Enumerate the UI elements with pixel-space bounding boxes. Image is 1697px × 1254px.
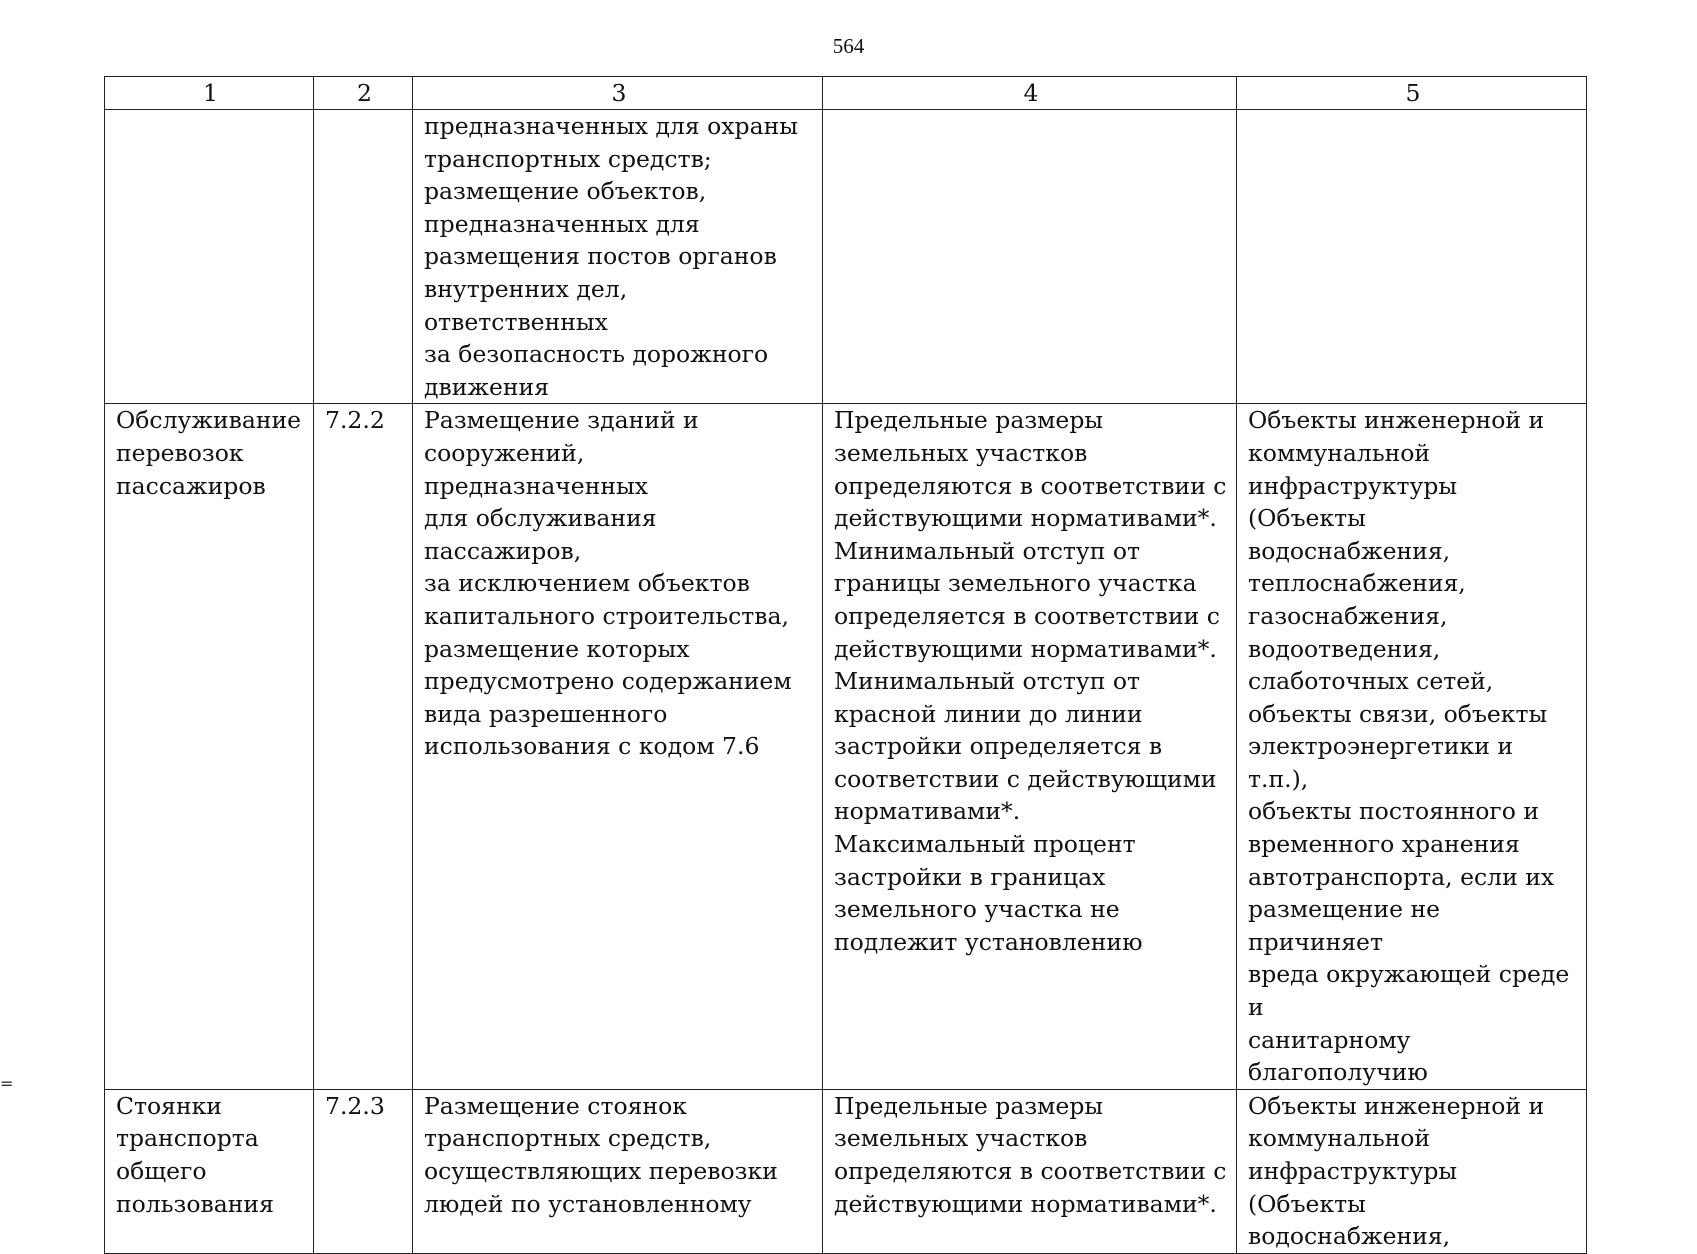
cell-code: 7.2.2 [314, 404, 413, 1089]
table-header-row [105, 77, 1587, 110]
cell-auxiliary-uses [1237, 110, 1587, 404]
cell-use-name: Стоянки транспорта общего пользования [105, 1089, 314, 1253]
regulations-table [104, 76, 1587, 1254]
margin-mark: = [0, 1074, 14, 1093]
header-col-1: 1 [105, 77, 314, 110]
table-row [105, 110, 1587, 404]
cell-auxiliary-uses: Объекты инженерной и коммунальной инфраструктуры (Объекты водоснабжения, теплоснабжения, газоснабжения, водоотведения, слаботочных сетей, объекты связи, объекты электроэнергетики и т.п.), объекты постоянного и временного хранения автотранспорта, если их размещение не причиняет вреда окружающей среде и санитарному благополучию [1237, 404, 1587, 1089]
cell-use-name: Обслуживание перевозок пассажиров [105, 404, 314, 1089]
cell-parameters: Предельные размеры земельных участков определяются в соответствии с действующими нормативами*. Минимальный отступ от границы земельного участка определяется в соответствии с действующими нормативами*. Минимальный отступ от красной линии до линии застройки определяется в соответствии с действующими нормативами*. Максимальный процент застройки в границах земельного участка не подлежит установлению [823, 404, 1237, 1089]
header-col-3: 3 [413, 77, 823, 110]
header-col-5: 5 [1237, 77, 1587, 110]
cell-parameters [823, 110, 1237, 404]
page-number: 564 [832, 34, 865, 58]
cell-code [314, 110, 413, 404]
cell-description: Размещение зданий и сооружений, предназначенных для обслуживания пассажиров, за исключением объектов капитального строительства, размещение которых предусмотрено содержанием вида разрешенного использования с кодом 7.6 [413, 404, 823, 1089]
header-col-4: 4 [823, 77, 1237, 110]
cell-parameters: Предельные размеры земельных участков определяются в соответствии с действующими нормативами*. [823, 1089, 1237, 1253]
cell-description: Размещение стоянок транспортных средств, осуществляющих перевозки людей по установленному [413, 1089, 823, 1253]
table-row [105, 1089, 1587, 1253]
table-row [105, 404, 1587, 1089]
cell-code: 7.2.3 [314, 1089, 413, 1253]
cell-auxiliary-uses: Объекты инженерной и коммунальной инфраструктуры (Объекты водоснабжения, [1237, 1089, 1587, 1253]
cell-use-name [105, 110, 314, 404]
cell-description: предназначенных для охраны транспортных средств; размещение объектов, предназначенных для размещения постов органов внутренних дел, ответственных за безопасность дорожного движения [413, 110, 823, 404]
header-col-2: 2 [314, 77, 413, 110]
